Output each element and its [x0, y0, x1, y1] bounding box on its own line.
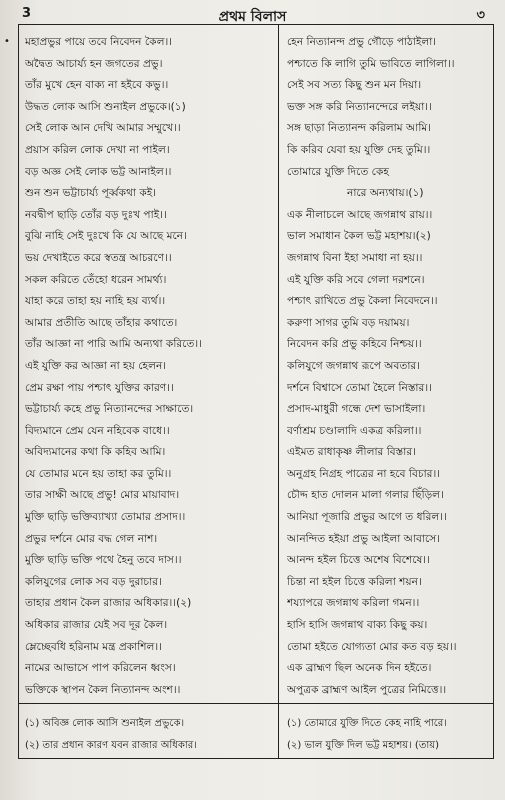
- verse-line: মুক্তি ছাড়ি ভক্তিব্যাখ্যা তোমার প্রসাদ।।: [25, 511, 186, 524]
- footnote-right-1: (১) তোমারে যুক্তি দিতে কেহ নাহি পারে।: [287, 718, 447, 729]
- verse-line: নবদ্বীপ ছাড়ি তোঁর বড় দুঃখ পাই।।: [25, 208, 167, 221]
- verse-line: প্রভুর দর্শনে মোর বদ্ধ গেল নাশ।: [25, 532, 158, 545]
- verse-line: ভয় দেখাইতে করে স্বতন্ত্র আচরণে।।: [25, 251, 172, 264]
- page-number-left: 3: [22, 6, 32, 21]
- verse-line: এই যুক্তি কর আজ্ঞা না হয় হেলন।: [25, 359, 167, 372]
- verse-line: করুণা সাগর তুমি বড় দয়াময়।: [287, 316, 410, 329]
- verse-line: চৌদ্দ হাত দোলন মালা গলার ছিঁড়িল।: [287, 489, 444, 502]
- verse-line: প্রেম রক্ষা পায় পশ্চাৎ যুক্তির কারণ।।: [25, 381, 174, 394]
- verse-line: চিন্তা না হইল চিত্তে করিলা শয়ন।: [287, 575, 422, 588]
- verse-line: কলিযুগে জগন্নাথ রূপে অবতার।: [287, 359, 421, 372]
- verse-line: বর্ণাশ্রম চণ্ডালাদি একত্র করিলা।।: [287, 424, 422, 437]
- footnote-left-1: (১) অবিজ্ঞ লোক আসি শুনাইল প্রভুকে।: [25, 718, 185, 729]
- verse-line: ভক্তিকে স্থাপন কৈল নিত্যানন্দ অংশ।।: [25, 683, 181, 696]
- verse-line: আনন্দিত হইয়া প্রভু আইলা আবাসে।: [287, 532, 441, 545]
- verse-line: যে তোমার মনে হয় তাহা কর তুমি।।: [25, 467, 172, 480]
- page-header: [0, 4, 505, 24]
- verse-line: অনুগ্রহ নিগ্রহ পাত্রের না হবে বিচার।।: [287, 467, 441, 480]
- verse-column-left: [25, 32, 265, 701]
- verse-line: সেই লোক আন দেখি আমার সম্মুখে।।: [25, 122, 181, 135]
- verse-line: ভক্ত সঙ্গ করি নিত্যানন্দেরে লইয়া।।: [287, 100, 432, 113]
- verse-line: জগন্নাথ বিনা ইহা সমাধা না হয়।।: [287, 251, 423, 264]
- verse-column-right: [287, 32, 497, 701]
- verse-line: নিবেদন করি প্রভু কহিবে নিশ্চয়।।: [287, 338, 422, 351]
- footnotes-left: [25, 713, 197, 757]
- verse-line: ভাল সমাধান কৈল ভট্ট মহাশয়।(২): [287, 230, 431, 243]
- verse-line: যাহা করে তাহা হয় নাহি হয় ব্যর্থ।।: [25, 295, 166, 308]
- verse-line: মহাপ্রভুর পায়ে তবে নিবেদন কৈল।।: [25, 36, 173, 48]
- verse-line: এক ব্রাহ্মণ ছিল অনেক দিন হইতে।: [287, 662, 432, 675]
- verse-line: ম্লেচ্ছেবধি হরিনাম মন্ত্র প্রকাশিল।।: [25, 640, 162, 653]
- verse-line: কি করিব যেবা হয় যুক্তি দেহ তুমি।।: [287, 143, 431, 156]
- verse-line: পশ্চাৎ রাখিতে প্রভু কৈলা নিবেদনে।।: [287, 295, 438, 308]
- verse-line: দর্শনে বিশ্বাসে তোমা হৈলে নিস্তার।।: [287, 381, 432, 394]
- column-divider: [278, 25, 279, 758]
- verse-line: আনন্দ হইল চিত্তে অশেষ বিশেষে।।: [287, 554, 430, 567]
- verse-line: অবিদ্যমানের কথা কি কহিব আমি।: [25, 446, 166, 459]
- verse-line: তাঁর মুখে হেন বাক্য না হইবে কভু।।: [25, 79, 169, 92]
- footnote-right-2: (২) ভাল যুক্তি দিল ভট্ট মহাশয়। (তায়): [287, 740, 440, 751]
- verse-line: বড় অজ্ঞ সেই লোক ভট্ট আনাইল।।: [25, 165, 172, 178]
- verse-line: মুক্তি ছাড়ি ভক্তি পথে হৈনু তবে দাস।।: [25, 554, 182, 567]
- footnote-rule: [19, 703, 493, 704]
- verse-line: শয্যাপরে জগন্নাথ করিলা গমন।।: [287, 597, 420, 610]
- verse-line: আমার প্রতীতি আছে তাঁহার কথাতে।: [25, 316, 178, 329]
- verse-line: প্রয়াস করিল লোক দেখা না পাইল।: [25, 143, 170, 156]
- verse-line: কলিযুগের লোক সব বড় দুরাচার।: [25, 575, 162, 588]
- verse-line: অধিকার রাজার যেই সব দূর কৈল।: [25, 619, 168, 632]
- footnote-left-2: (২) তার প্রধান কারণ যবন রাজার অধিকার।: [25, 740, 197, 751]
- verse-line: বুঝি নাহি সেই দুঃখে কি যে আছে মনে।: [25, 230, 187, 243]
- verse-line: প্রসাদ-মাধুরী গন্ধে দেশ ভাসাইলা।: [287, 403, 426, 416]
- verse-line: এইমত রাধাকৃষ্ণ লীলার বিস্তার।: [287, 446, 416, 459]
- verse-line: হাসি হাসি জগন্নাথ বাক্য কিছু কয়।: [287, 619, 428, 632]
- verse-line: পশ্চাতে কি লাগি তুমি ভাবিতে লাগিলা।।: [287, 57, 455, 70]
- verse-line: তাহার প্রধান কৈল রাজার অধিকার।।(২): [25, 597, 192, 610]
- verse-line: উদ্ধত লোক আসি শুনাইল প্রভুকে।(১): [25, 100, 186, 113]
- verse-line: নারে অন্যথায়।(১): [347, 187, 424, 200]
- verse-line: তার সাক্ষী আছে প্রভু! মোর মায়াবাদ।: [25, 489, 180, 502]
- page-number-right: ৩: [476, 8, 485, 23]
- verse-line: সঙ্গ ছাড়া নিত্যানন্দ করিলাম আমি।: [287, 122, 432, 135]
- verse-line: শুন শুন ভট্টাচার্য্য পূর্ব্বকথা কই।: [25, 187, 157, 200]
- verse-line: তোমা হইতে যোগ্যতা মোর কত বড় হয়।।: [287, 640, 457, 653]
- verse-line: সেই সব সত্য কিছু শুন মন দিয়া।: [287, 79, 422, 92]
- verse-line: এই যুক্তি করি সবে গেলা দরশনে।: [287, 273, 425, 286]
- chapter-title: প্রথম বিলাস: [218, 9, 287, 25]
- verse-line: অপুত্রক ব্রাহ্মণ আইল পুত্রের নিমিত্তে।।: [287, 683, 447, 696]
- verse-line: তাঁর আজ্ঞা না পারি আমি অন্যথা করিতে।।: [25, 338, 202, 351]
- verse-line: এক নীলাচলে আছে জগন্নাথ রায়।।: [287, 208, 433, 221]
- verse-line: অদ্বৈত আচার্য্য হন জগতের প্রভু।: [25, 57, 163, 70]
- footnotes-right: [287, 713, 447, 757]
- verse-line: হেন নিত্যানন্দ প্রভু গৌড়ে পাঠাইলা।: [287, 36, 437, 48]
- text-frame: [18, 24, 494, 759]
- verse-line: তোমারে যুক্তি দিতে কেহ: [287, 165, 389, 178]
- verse-line: আনিয়া পূজারি প্রভুর আগে ত ধরিল।।: [287, 511, 447, 524]
- verse-line: বিদ্যমানে প্রেম যেন নহিবেক বাধে।।: [25, 424, 170, 437]
- margin-dot: •: [4, 36, 10, 47]
- verse-line: নামের আভাসে পাপ করিলেন ধ্বংস।: [25, 662, 176, 675]
- verse-line: সকল করিতে তেঁহো ধরেন সামর্থ্য।: [25, 273, 167, 286]
- verse-line: ভট্টাচার্য্য কহে প্রভু নিত্যানন্দের সাক্ষাতে।: [25, 403, 194, 416]
